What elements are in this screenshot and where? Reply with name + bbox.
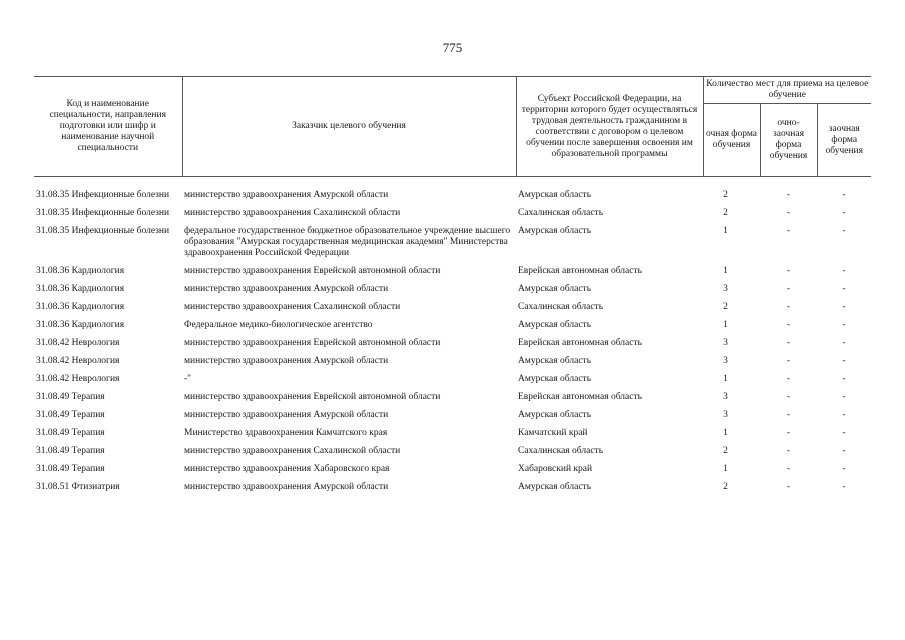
cell-extramural: - — [842, 284, 846, 294]
cell-specialty: 31.08.36 Кардиология — [36, 320, 125, 330]
cell-full-time: 1 — [723, 226, 728, 236]
cell-part-time: - — [786, 320, 791, 330]
table-header — [34, 77, 871, 177]
cell-specialty: 31.08.49 Терапия — [36, 446, 105, 456]
cell-extramural: - — [842, 446, 846, 456]
table-row — [34, 204, 871, 222]
cell-specialty: 31.08.35 Инфекционные болезни — [36, 208, 170, 218]
cell-full-time: 2 — [723, 302, 728, 312]
cell-full-time: 3 — [723, 338, 728, 348]
cell-specialty: 31.08.36 Кардиология — [36, 302, 125, 312]
cell-region: Амурская область — [518, 356, 592, 366]
cell-customer: Министерство здравоохранения Камчатского края — [184, 428, 388, 438]
cell-region: Сахалинская область — [518, 208, 604, 218]
cell-extramural: - — [842, 356, 846, 366]
table-row — [34, 460, 871, 478]
admission-quota-table — [34, 76, 871, 496]
cell-customer: федеральное государственное бюджетное образовательное учреждение высшего образования "Амурская государственная медицинская академия" Министерства здравоохранения Российской Федерации — [184, 226, 511, 258]
table-row — [34, 280, 871, 298]
cell-full-time: 1 — [723, 374, 728, 384]
cell-extramural: - — [842, 208, 846, 218]
table-row — [34, 370, 871, 388]
cell-part-time: - — [786, 464, 791, 474]
cell-specialty: 31.08.35 Инфекционные болезни — [36, 190, 170, 200]
cell-customer: министерство здравоохранения Еврейской автономной области — [184, 392, 441, 402]
cell-part-time: - — [786, 482, 791, 492]
cell-specialty: 31.08.49 Терапия — [36, 410, 105, 420]
header-places: Количество мест для приема на целевое обучение — [703, 77, 871, 104]
cell-region: Амурская область — [518, 320, 592, 330]
cell-customer: министерство здравоохранения Сахалинской области — [184, 446, 401, 456]
cell-extramural: - — [842, 302, 846, 312]
cell-region: Еврейская автономная область — [518, 266, 642, 276]
cell-specialty: 31.08.42 Неврология — [36, 374, 120, 384]
cell-region: Камчатский край — [518, 428, 588, 438]
header-part-time: очно-заочная форма обучения — [760, 104, 817, 177]
cell-extramural: - — [842, 266, 846, 276]
table-row — [34, 388, 871, 406]
table-row — [34, 316, 871, 334]
cell-part-time: - — [786, 410, 791, 420]
cell-specialty: 31.08.36 Кардиология — [36, 266, 125, 276]
cell-full-time: 1 — [723, 320, 728, 330]
cell-customer: министерство здравоохранения Амурской области — [184, 410, 389, 420]
table-row — [34, 478, 871, 496]
cell-specialty: 31.08.49 Терапия — [36, 392, 105, 402]
table-row — [34, 334, 871, 352]
table-row — [34, 352, 871, 370]
cell-region: Амурская область — [518, 284, 592, 294]
cell-full-time: 3 — [723, 392, 728, 402]
cell-region: Сахалинская область — [518, 446, 604, 456]
table-row — [34, 262, 871, 280]
table-row — [34, 424, 871, 442]
cell-part-time: - — [786, 302, 791, 312]
cell-extramural: - — [842, 410, 846, 420]
table-row — [34, 177, 871, 205]
cell-customer: министерство здравоохранения Амурской области — [184, 482, 389, 492]
header-customer: Заказчик целевого обучения — [182, 77, 516, 177]
table-row — [34, 442, 871, 460]
cell-full-time: 2 — [723, 446, 728, 456]
cell-specialty: 31.08.42 Неврология — [36, 338, 120, 348]
cell-customer: министерство здравоохранения Амурской области — [184, 190, 389, 200]
cell-specialty: 31.08.51 Фтизиатрия — [36, 482, 120, 492]
cell-full-time: 3 — [723, 356, 728, 366]
header-specialty: Код и наименование специальности, направления подготовки или шифр и наименование научной специальности — [34, 77, 182, 177]
cell-extramural: - — [842, 226, 846, 236]
cell-extramural: - — [842, 464, 846, 474]
cell-specialty: 31.08.36 Кардиология — [36, 284, 125, 294]
cell-customer: министерство здравоохранения Еврейской автономной области — [184, 266, 441, 276]
cell-extramural: - — [842, 338, 846, 348]
cell-region: Хабаровский край — [518, 464, 593, 474]
cell-full-time: 2 — [723, 482, 728, 492]
cell-full-time: 2 — [723, 208, 728, 218]
cell-customer: министерство здравоохранения Амурской области — [184, 284, 389, 294]
cell-extramural: - — [842, 392, 846, 402]
cell-region: Еврейская автономная область — [518, 392, 642, 402]
cell-part-time: - — [786, 392, 791, 402]
cell-part-time: - — [786, 226, 791, 236]
cell-customer: Федеральное медико-биологическое агентство — [184, 320, 373, 330]
cell-extramural: - — [842, 428, 846, 438]
cell-full-time: 2 — [723, 190, 728, 200]
table-body — [34, 177, 871, 497]
cell-customer: -" — [184, 374, 192, 384]
cell-full-time: 3 — [723, 410, 728, 420]
cell-part-time: - — [786, 266, 791, 276]
cell-part-time: - — [786, 356, 791, 366]
cell-region: Амурская область — [518, 410, 592, 420]
page-number: 775 — [442, 40, 463, 55]
cell-part-time: - — [786, 284, 791, 294]
table-row — [34, 406, 871, 424]
cell-full-time: 3 — [723, 284, 728, 294]
cell-region: Еврейская автономная область — [518, 338, 642, 348]
cell-region: Амурская область — [518, 374, 592, 384]
cell-extramural: - — [842, 374, 846, 384]
cell-extramural: - — [842, 482, 846, 492]
cell-specialty: 31.08.42 Неврология — [36, 356, 120, 366]
cell-part-time: - — [786, 374, 791, 384]
cell-part-time: - — [786, 446, 791, 456]
table-row — [34, 298, 871, 316]
cell-customer: министерство здравоохранения Еврейской автономной области — [184, 338, 441, 348]
cell-region: Сахалинская область — [518, 302, 604, 312]
cell-customer: министерство здравоохранения Амурской области — [184, 356, 389, 366]
cell-part-time: - — [786, 208, 791, 218]
cell-full-time: 1 — [723, 464, 728, 474]
cell-part-time: - — [786, 338, 791, 348]
cell-customer: министерство здравоохранения Хабаровского края — [184, 464, 390, 474]
cell-part-time: - — [786, 428, 791, 438]
cell-region: Амурская область — [518, 190, 592, 200]
header-region: Субъект Российской Федерации, на территории которого будет осуществляться трудовая деятельность гражданином в соответствии с договором о целевом обучении после завершения освоения им образовательной программы — [516, 77, 703, 177]
cell-customer: министерство здравоохранения Сахалинской области — [184, 208, 401, 218]
table-row — [34, 222, 871, 262]
header-extramural: заочная форма обучения — [817, 104, 871, 177]
header-full-time: очная форма обучения — [703, 104, 760, 177]
cell-specialty: 31.08.49 Терапия — [36, 464, 105, 474]
cell-full-time: 1 — [723, 266, 728, 276]
cell-specialty: 31.08.49 Терапия — [36, 428, 105, 438]
cell-customer: министерство здравоохранения Сахалинской области — [184, 302, 401, 312]
cell-specialty: 31.08.35 Инфекционные болезни — [36, 226, 170, 236]
cell-extramural: - — [842, 190, 846, 200]
cell-region: Амурская область — [518, 482, 592, 492]
cell-region: Амурская область — [518, 226, 592, 236]
cell-part-time: - — [786, 190, 791, 200]
cell-full-time: 1 — [723, 428, 728, 438]
cell-extramural: - — [842, 320, 846, 330]
